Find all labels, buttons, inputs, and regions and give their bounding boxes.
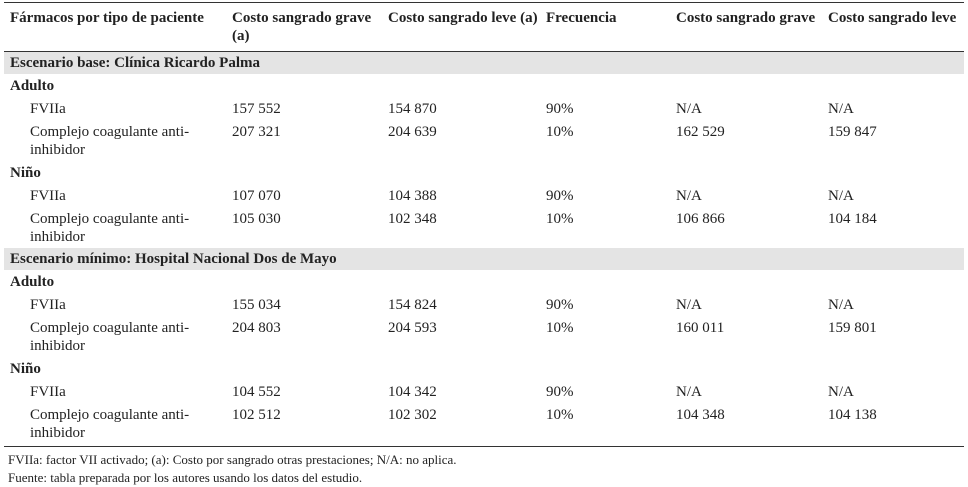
- drug-name-cell: Complejo coagulante anti-inhibidor: [30, 211, 190, 245]
- value-cell: 90%: [546, 297, 574, 313]
- drug-name-cell: FVIIa: [30, 188, 66, 204]
- table-footnotes: [4, 446, 964, 487]
- table-row: [4, 293, 964, 316]
- value-cell: 10%: [546, 124, 574, 140]
- scenario-row: [4, 248, 964, 270]
- value-cell: 104 184: [828, 211, 877, 227]
- header-cell: Costo sangrado leve: [828, 3, 964, 52]
- header-cell: Costo sangrado leve (a): [388, 3, 546, 52]
- patient-group-row: [4, 74, 964, 97]
- cost-table: [4, 2, 964, 444]
- value-cell: N/A: [828, 101, 854, 117]
- header-cell: Fármacos por tipo de paciente: [4, 3, 232, 52]
- patient-group-label: Adulto: [10, 78, 55, 94]
- patient-group-row: [4, 161, 964, 184]
- table-row: [4, 380, 964, 403]
- patient-group-label: Niño: [10, 165, 41, 181]
- value-cell: 155 034: [232, 297, 281, 313]
- value-cell: 159 847: [828, 124, 877, 140]
- value-cell: 154 824: [388, 297, 437, 313]
- patient-group-label: Niño: [10, 361, 41, 377]
- value-cell: 204 593: [388, 320, 437, 336]
- drug-name-cell: FVIIa: [30, 297, 66, 313]
- value-cell: 162 529: [676, 124, 725, 140]
- value-cell: N/A: [676, 384, 702, 400]
- scenario-row: [4, 52, 964, 75]
- value-cell: 10%: [546, 320, 574, 336]
- value-cell: 90%: [546, 101, 574, 117]
- table-row: [4, 207, 964, 248]
- value-cell: 104 138: [828, 407, 877, 423]
- value-cell: 10%: [546, 211, 574, 227]
- drug-name-cell: FVIIa: [30, 384, 66, 400]
- value-cell: N/A: [676, 188, 702, 204]
- footnote-source: Fuente: tabla preparada por los autores usando los datos del estudio.: [8, 470, 363, 485]
- patient-group-row: [4, 270, 964, 293]
- value-cell: 157 552: [232, 101, 281, 117]
- value-cell: N/A: [676, 297, 702, 313]
- value-cell: 104 388: [388, 188, 437, 204]
- drug-name-cell: Complejo coagulante anti-inhibidor: [30, 320, 190, 354]
- value-cell: 104 552: [232, 384, 281, 400]
- value-cell: 104 348: [676, 407, 725, 423]
- header-cell: Costo sangrado grave: [676, 3, 828, 52]
- patient-group-row: [4, 357, 964, 380]
- value-cell: 105 030: [232, 211, 281, 227]
- value-cell: 90%: [546, 384, 574, 400]
- table-body: [4, 52, 964, 445]
- header-row: [4, 3, 964, 52]
- value-cell: 102 348: [388, 211, 437, 227]
- value-cell: 106 866: [676, 211, 725, 227]
- scenario-title: Escenario base: Clínica Ricardo Palma: [4, 52, 964, 75]
- footnote-abbreviations: FVIIa: factor VII activado; (a): Costo por sangrado otras prestaciones; N/A: no aplica.: [8, 452, 457, 467]
- value-cell: 204 803: [232, 320, 281, 336]
- value-cell: 154 870: [388, 101, 437, 117]
- value-cell: 10%: [546, 407, 574, 423]
- value-cell: 102 512: [232, 407, 281, 423]
- value-cell: N/A: [828, 188, 854, 204]
- patient-group-label: Adulto: [10, 274, 55, 290]
- value-cell: 207 321: [232, 124, 281, 140]
- value-cell: N/A: [828, 297, 854, 313]
- table-row: [4, 316, 964, 357]
- drug-name-cell: Complejo coagulante anti-inhibidor: [30, 407, 190, 441]
- value-cell: 160 011: [676, 320, 725, 336]
- value-cell: 104 342: [388, 384, 437, 400]
- table-row: [4, 403, 964, 444]
- table-row: [4, 120, 964, 161]
- scenario-title: Escenario mínimo: Hospital Nacional Dos de Mayo: [4, 248, 964, 270]
- value-cell: N/A: [676, 101, 702, 117]
- table-row: [4, 184, 964, 207]
- cost-table-container: [4, 0, 964, 487]
- header-cell: Costo sangrado grave (a): [232, 3, 388, 52]
- value-cell: 159 801: [828, 320, 877, 336]
- drug-name-cell: Complejo coagulante anti-inhibidor: [30, 124, 190, 158]
- value-cell: 102 302: [388, 407, 437, 423]
- value-cell: 90%: [546, 188, 574, 204]
- drug-name-cell: FVIIa: [30, 101, 66, 117]
- value-cell: N/A: [828, 384, 854, 400]
- table-row: [4, 97, 964, 120]
- value-cell: 107 070: [232, 188, 281, 204]
- header-cell: Frecuencia: [546, 3, 676, 52]
- value-cell: 204 639: [388, 124, 437, 140]
